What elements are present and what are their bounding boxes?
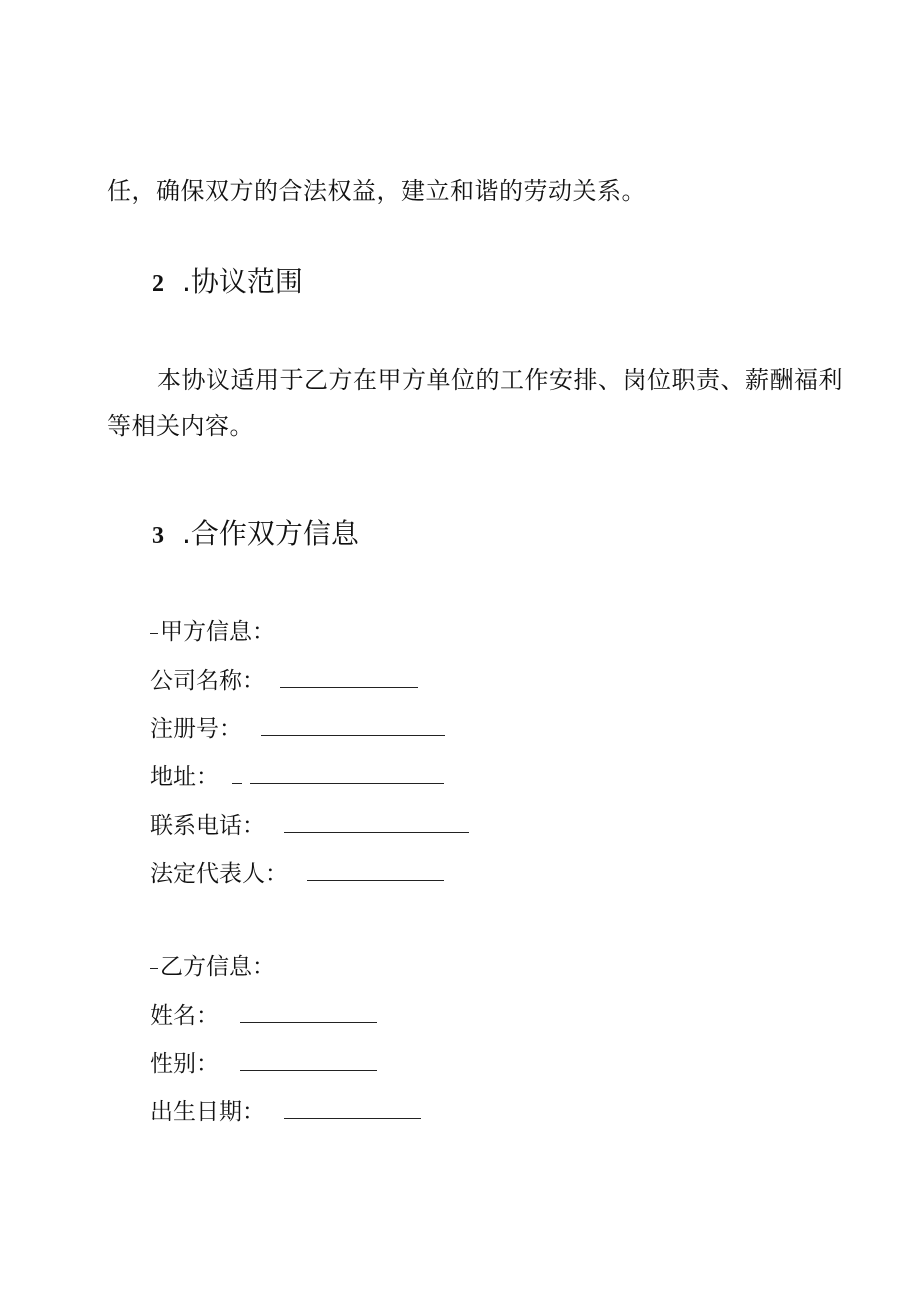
party-a-reg-number-row: [150, 713, 445, 744]
address-blank-prefix: [232, 761, 242, 784]
party-a-company-name-row: [150, 665, 418, 696]
legal-representative-blank[interactable]: [307, 858, 444, 881]
company-name-label: 公司名称：: [150, 668, 265, 694]
name-blank[interactable]: [240, 1000, 377, 1023]
phone-label: 联系电话：: [150, 813, 265, 839]
party-a-phone-row: [150, 810, 469, 841]
section-2-heading: [152, 265, 303, 301]
address-label: 地址：: [150, 764, 219, 790]
gender-label: 性别：: [150, 1051, 219, 1077]
birthdate-blank[interactable]: [284, 1096, 421, 1119]
dash-bullet: [150, 633, 158, 634]
company-name-blank[interactable]: [280, 665, 418, 688]
section-2-body-line-2: 等相关内容。: [107, 412, 254, 440]
party-b-gender-row: [150, 1048, 377, 1079]
intro-continuation: 任，确保双方的合法权益，建立和谐的劳动关系。: [107, 177, 646, 205]
section-3-number: 3: [152, 523, 164, 549]
section-2-title: .协议范围: [182, 265, 303, 298]
party-b-name-row: [150, 1000, 377, 1031]
address-blank[interactable]: [250, 761, 444, 784]
registration-number-label: 注册号：: [150, 716, 242, 742]
phone-blank[interactable]: [284, 810, 469, 833]
registration-number-blank[interactable]: [261, 713, 445, 736]
name-label: 姓名：: [150, 1003, 219, 1029]
section-3-heading: [152, 517, 359, 553]
section-2-number: 2: [152, 271, 164, 297]
legal-representative-label: 法定代表人：: [150, 861, 288, 887]
dash-bullet: [150, 968, 158, 969]
party-a-legal-rep-row: [150, 858, 444, 889]
party-a-header: 甲方信息：: [150, 617, 275, 647]
party-a-address-row: [150, 761, 444, 792]
gender-blank[interactable]: [240, 1048, 377, 1071]
section-3-title: .合作双方信息: [182, 517, 359, 550]
party-b-birthdate-row: [150, 1096, 421, 1127]
section-2-body-line-1: 本协议适用于乙方在甲方单位的工作安排、岗位职责、薪酬福利: [157, 366, 843, 394]
birthdate-label: 出生日期：: [150, 1099, 265, 1125]
party-b-header: 乙方信息：: [150, 952, 275, 982]
